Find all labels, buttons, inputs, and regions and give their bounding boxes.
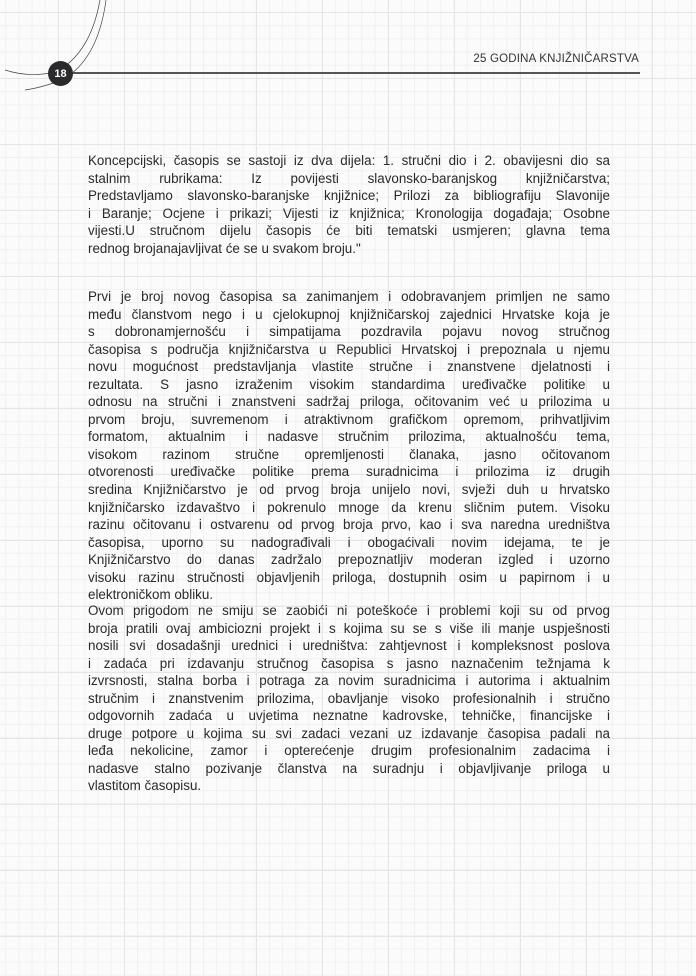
text-line: Koncepcijski, časopis se sastoji iz dva dijela: 1. stručni dio i 2. obavijesni dio sa (88, 153, 610, 168)
text-line: druge potpore u kojima su svi zadaci vezani uz izdavanje časopisa padali na (88, 725, 610, 741)
page-number: 18 (48, 61, 73, 86)
text-line: časopisa, uporno su nadograđivali i obogaćivali novim idejama, te je (88, 534, 610, 550)
text-line: Knjižničarstvo do danas zadržalo prepoznatljiv moderan izgled i uzorno (88, 552, 610, 568)
text-line: otvorenosti uređivačke politike prema suradnicima i prilozima iz drugih (88, 464, 610, 480)
paragraph-3 (88, 602, 610, 795)
text-line: stručnim i znanstvenim prilozima, obavljanje visoko profesionalnih i stručno (88, 690, 610, 706)
header-rule (72, 72, 640, 74)
text-line: odgovornih zadaća u uvjetima neznatne kadrovske, tehničke, financijske i (88, 708, 610, 724)
text-line: rednog brojanajavljivat će se u svakom broju." (88, 240, 361, 256)
text-line: odnosu na stručni i znanstveni sadržaj priloga, očitovanim već u prilozima u (88, 394, 610, 410)
text-line: izvrsnosti, stalna borba i potraga za novim suradnicima i autorima i aktualnim (88, 673, 610, 689)
text-line: među članstvom nego i u cjelokupnoj knjižničarskoj zajednici Hrvatske koja je (88, 306, 610, 322)
text-line: vijesti.U stručnom dijelu časopis će biti tematski usmjeren; glavna tema (88, 223, 610, 239)
text-line: rezultata. S jasno izraženim visokim standardima uređivačke politike u (88, 376, 610, 392)
running-header-title: 25 GODINA KNJIŽNIČARSTVA (473, 53, 639, 65)
text-line: vlastitom časopisu. (88, 778, 202, 794)
paragraph-1 (88, 152, 610, 257)
text-line: časopisa s područja knjižničarstva u Republici Hrvatskoj i prepoznala u njemu (88, 341, 610, 357)
text-line: Predstavljamo slavonsko-baranjske knjižnice; Prilozi za bibliografiju Slavonije (88, 188, 610, 204)
text-line: nosili svi dosadašnji urednici i uredništva: zahtjevnost i kompleksnost poslova (88, 638, 610, 654)
text-line: Prvi je broj novog časopisa sa zanimanjem i odobravanjem primljen ne samo (88, 289, 610, 304)
text-line: i Baranje; Ocjene i prikazi; Vijesti iz knjižnica; Kronologija događaja; Osobne (88, 205, 610, 221)
text-line: elektroničkom obliku. (88, 587, 214, 603)
text-line: broja pratili ovaj ambiciozni projekt i s kojima su se s više ili manje uspješnosti (88, 620, 610, 636)
text-line: sredina Knjižničarstvo je od prvog broja unijelo novi, svježi duh u hrvatsko (88, 482, 610, 498)
text-line: prvom broju, suvremenom i atraktivnom grafičkom opremom, prihvatljivim (88, 411, 610, 427)
text-line: i zadaća pri izdavanju stručnog časopisa s jasno naznačenim težnjama k (88, 655, 610, 671)
text-line: formatom, aktualnim i nadasve stručnim prilozima, aktualnošću tema, (88, 429, 610, 445)
text-line: s dobronamjernošću i simpatijama pozdravila pojavu novog stručnog (88, 324, 610, 340)
text-line: stalnim rubrikama: Iz povijesti slavonsko-baranjskog knjižničarstva; (88, 170, 610, 186)
text-line: visoku razinu stručnosti objavljenih priloga, dostupnih osim u papirnom i u (88, 569, 610, 585)
text-line: Ovom prigodom ne smiju se zaobići ni poteškoće i problemi koji su od prvog (88, 603, 610, 618)
text-line: knjižničarsko izdavaštvo i pokrenulo mnoge da krenu sličnim putem. Visoku (88, 499, 610, 515)
decorative-arcs (0, 0, 120, 110)
text-line: novu mogućnost predstavljanja vlastite stručne i znanstvene djelatnosti i (88, 359, 610, 375)
text-line: nadasve stalno pozivanje članstva na suradnju i objavljivanje priloga u (88, 760, 610, 776)
text-line: visokom razinom stručne opremljenosti članaka, jasno očitovanom (88, 446, 610, 462)
paragraph-2 (88, 288, 610, 604)
text-line: leđa nekolicine, zamor i opterećenje drugim profesionalnim zadacima i (88, 743, 610, 759)
text-line: razinu očitovanu i ostvarenu od prvog broja prvo, kao i sva naredna uredništva (88, 517, 610, 533)
